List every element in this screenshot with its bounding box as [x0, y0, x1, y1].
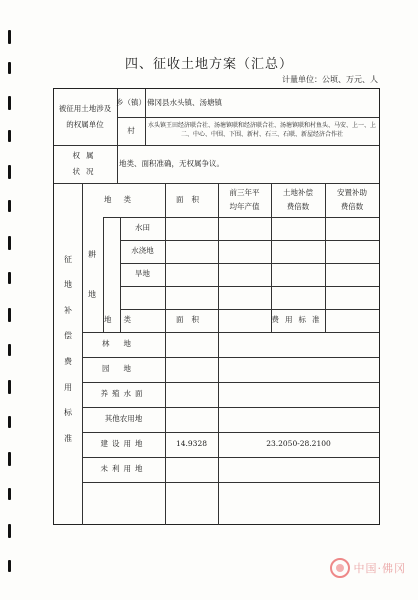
watermark-logo-icon	[330, 558, 350, 578]
header-area: 面积	[176, 194, 207, 204]
cultivated-label: 耕地	[88, 250, 96, 299]
row-other-agri-name: 其他农用地	[104, 414, 143, 424]
village-label: 村	[127, 125, 135, 135]
row-dry-name: 旱地	[135, 269, 150, 279]
row-paddy-name: 水田	[135, 223, 150, 233]
row-irrigated-name: 水浇地	[131, 246, 154, 256]
header-land-fee: 土地补偿费倍数	[283, 187, 313, 211]
page-title: 四、征收土地方案（汇总）	[124, 57, 293, 72]
header-avg-value: 前三年平均年产值	[229, 187, 260, 211]
township-value: 佛冈县水头镇、汤塘镇	[147, 97, 222, 107]
binding-marks	[6, 0, 16, 600]
status-label: 权属状况	[72, 150, 100, 176]
row-garden-name: 园地	[102, 364, 145, 374]
row-unused-name: 未利用地	[100, 464, 147, 474]
row-construction-standard: 23.2050-28.2100	[266, 439, 331, 449]
watermark-text: 中国·佛冈	[353, 562, 406, 575]
unit-note: 计量单位：公顷、万元、人	[282, 75, 378, 84]
row-construction-name: 建设用地	[100, 439, 147, 449]
row-aquaculture-name: 养殖水面	[100, 389, 147, 399]
header-category: 地类	[104, 194, 143, 204]
ownership-label: 被征用土地涉及的权属单位	[58, 103, 112, 129]
status-value: 地类、面积准确，无权属争议。	[119, 158, 224, 168]
compensation-side-label: 征地补偿费用标准	[64, 254, 72, 443]
header-resettle-fee: 安置补助费倍数	[337, 187, 367, 211]
township-label: 乡（镇）	[116, 97, 146, 107]
village-value: 水头镇王田经济联合社、汤塘镇联和经济联合社、汤塘镇联和村鱼头、马安、上一、上二、中心、中围、下围、新村、石三、石联、新屋经济合作社	[147, 122, 376, 138]
header2-category: 地类	[104, 315, 143, 325]
watermark	[330, 558, 407, 578]
header2-standard: 费用标准	[271, 315, 326, 325]
header2-area: 面积	[176, 315, 207, 325]
row-forest-name: 林地	[102, 339, 145, 349]
land-table	[53, 88, 380, 525]
row-construction-area: 14.9328	[175, 439, 207, 449]
